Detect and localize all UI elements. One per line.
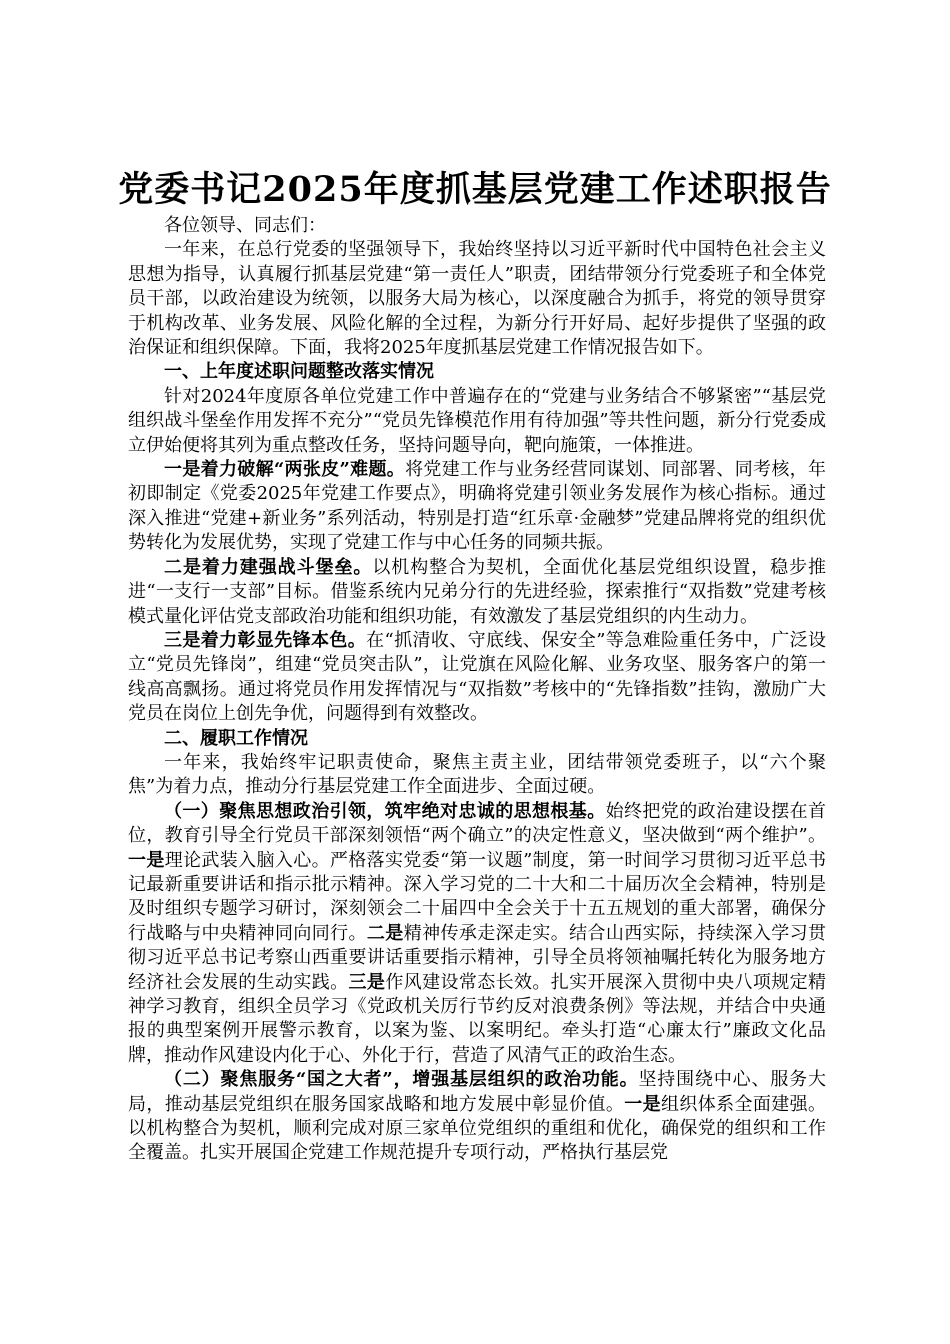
section2-sub1-b-lead: 一是 (128, 849, 165, 871)
section1-p2-text: 以机构整合为契机，全面优化基层党组织设置，稳步推进“一支行一支部”目标。借鉴系统内兄弟分行的先进经验，探索推行“双指数”党建考核模式量化评估党支部政治功能和组织功能，有效激发了基层党组织的内生动力。 (128, 556, 827, 627)
section2-sub1-c-lead: 二是 (366, 922, 404, 944)
section2-sub2-b-lead: 一是 (624, 1093, 661, 1115)
section1-heading: 一、上年度述职问题整改落实情况 (164, 361, 434, 383)
section1-p2-lead: 二是着力建强战斗堡垒。 (164, 556, 373, 578)
document-title (0, 166, 950, 214)
section2-sub2-a: 坚持围绕中心、服务大局，推动基层党组织在服务国家战略和地方发展中彰显价值。 (128, 1069, 826, 1115)
section2-sub1-d: 作风建设常态长效。扎实开展深入贯彻中央八项规定精神学习教育，组织全员学习《党政机关厉行节约反对浪费条例》等法规，并结合中央通报的典型案例开展警示教育，以案为鉴、以案明纪。牵头打造“心廉太行”廉政文化品牌，推动作风建设内化于心、外化于行，营造了风清气正的政治生态。 (128, 971, 827, 1066)
document-body (128, 214, 826, 1166)
section1-p3-text: 在“抓清收、守底线、保安全”等急难险重任务中，广泛设立“党员先锋岗”，组建“党员突击队”，让党旗在风险化解、业务攻坚、服务客户的第一线高高飘扬。通过将党员作用发挥情况与“双指数”考核中的“先锋指数”挂钩，激励广大党员在岗位上创先争优，问题得到有效整改。 (128, 629, 826, 725)
section2-heading: 二、履职工作情况 (164, 727, 308, 749)
section2-sub1-a: 始终把党的政治建设摆在首位，教育引导全行党员干部深刻领悟“两个确立”的决定性意义，坚决做到“两个维护”。 (128, 800, 827, 847)
section2-intro: 一年来，我始终牢记职责使命，聚焦主责主业，团结带领党委班子，以“六个聚焦”为着力点，推动分行基层党建工作全面进步、全面过硬。 (128, 751, 826, 798)
section1-paragraph-3 (128, 629, 826, 727)
section2-sub1-d-lead: 三是 (348, 971, 386, 993)
section1-paragraph-1 (128, 458, 826, 556)
section2-sub2 (128, 1068, 826, 1166)
section2-sub2-lead: （二）聚焦服务“国之大者”，增强基层组织的政治功能。 (164, 1069, 639, 1091)
section2-sub1-b: 理论武装入脑入心。严格落实党委“第一议题”制度，第一时间学习贯彻习近平总书记最新重要讲话和指示批示精神。深入学习党的二十大和二十届历次全会精神，特别是及时组织专题学习研讨，深刻领会二十届四中全会关于十五五规划的重大部署，确保分行战略与中央精神同向同行。 (128, 849, 826, 944)
section1-p1-text: 将党建工作与业务经营同谋划、同部署、同考核，年初即制定《党委2025年党建工作要点》，明确将党建引领业务发展作为核心指标。通过深入推进“党建+新业务”系列活动，特别是打造“红乐章·金融梦”党建品牌将党的组织优势转化为发展优势，实现了党建工作与中心任务的同频共振。 (128, 459, 826, 554)
section1-p1-lead: 一是着力破解“两张皮”难题。 (164, 459, 406, 481)
title-text: 党委书记2025年度抓基层党建工作述职报告 (118, 169, 832, 210)
intro-paragraph: 一年来，在总行党委的坚强领导下，我始终坚持以习近平新时代中国特色社会主义思想为指导，认真履行抓基层党建“第一责任人”职责，团结带领分行党委班子和全体党员干部，以政治建设为统领，以服务大局为核心，以深度融合为抓手，将党的领导贯穿于机构改革、业务发展、风险化解的全过程，为新分行开好局、起好步提供了坚强的政治保证和组织保障。下面，我将2025年度抓基层党建工作情况报告如下。 (128, 239, 826, 359)
section2-sub2-b: 组织体系全面建强。以机构整合为契机，顺利完成对原三家单位党组织的重组和优化，确保党的组织和工作全覆盖。扎实开展国企党建工作规范提升专项行动，严格执行基层党 (128, 1093, 827, 1164)
greeting: 各位领导、同志们： (164, 215, 326, 236)
section2-sub1 (128, 800, 826, 1068)
section2-sub1-c: 精神传承走深走实。结合山西实际，持续深入学习贯彻习近平总书记考察山西重要讲话重要指示精神，引导全员将领袖嘱托转化为服务地方经济社会发展的生动实践。 (128, 922, 827, 993)
section2-sub1-lead: （一）聚焦思想政治引领，筑牢绝对忠诚的思想根基。 (164, 800, 606, 822)
section1-p3-lead: 三是着力彰显先锋本色。 (164, 629, 367, 651)
section1-paragraph-2 (128, 556, 826, 629)
section1-intro: 针对2024年度原各单位党建工作中普遍存在的“党建与业务结合不够紧密”“基层党组织战斗堡垒作用发挥不充分”“党员先锋模范作用有待加强”等共性问题，新分行党委成立伊始便将其列为重点整改任务，坚持问题导向，靶向施策，一体推进。 (128, 385, 826, 456)
